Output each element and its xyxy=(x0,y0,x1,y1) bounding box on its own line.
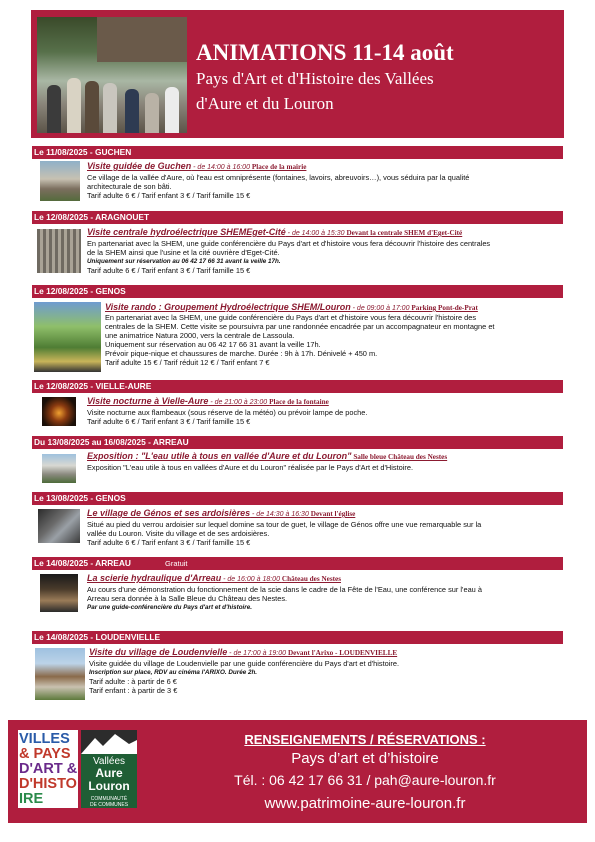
event-date-bar: Le 12/08/2025 - ARAGNOUET xyxy=(32,211,563,224)
event-photo xyxy=(42,397,76,426)
villes-pays-art-histoire-logo: VILLES & PAYS D'ART & D'HISTO IRE xyxy=(19,731,78,807)
page-title: ANIMATIONS 11-14 août xyxy=(196,40,454,65)
event-description: Visite nocturne aux flambeaux (sous réserve de la météo) ou prévoir lampe de poche. Tarif adulte 6 € / Tarif enfant 3 € / Tarif famille 15 € xyxy=(87,408,368,427)
event-date-bar: Le 14/08/2025 - ARREAU Gratuit xyxy=(32,557,563,570)
page-subtitle-line1: Pays d'Art et d'Histoire des Vallées xyxy=(196,69,434,88)
event-description: En partenariat avec la SHEM, une guide conférencière du Pays d'art et d'histoire vous fera découvrir l'histoire des centrales de la SHEM. Cette visite se poursuivra par une randonnée encadrée par un accompagnateur en montagne et une animatrice Natura 2000, vers la centrale de Lassoula. Uniquement sur réservation au 06 42 17 66 31 avant la veille 17h. Prévoir pique-nique et chaussures de marche. Durée : 9h à 17h. Dénivelé + 450 m. Tarif adulte 15 € / Tarif réduit 12 € / Tarif enfant 7 € xyxy=(105,313,495,368)
event-title: Le village de Génos et ses ardoisières - de 14:30 à 16:30 Devant l'église xyxy=(87,508,356,518)
event-description: Ce village de la vallée d'Aure, où l'eau est omniprésente (fontaines, lavoirs, abreuvoirs…), vous séduira par la qualité architecturale de son bâti. Tarif adulte 6 € / Tarif enfant 3 € / Tarif famille 15 € xyxy=(87,173,470,201)
header-photo xyxy=(37,17,187,133)
event-description: Situé au pied du verrou ardoisier sur lequel domine sa tour de guet, le village de Génos offre une vue remarquable sur la vallée du Louron. Visite du village et de ses ardoisières. Tarif adulte 6 € / Tarif enfant 3 € / Tarif famille 15 € xyxy=(87,520,482,548)
event-photo xyxy=(40,574,78,612)
footer-heading: RENSEIGNEMENTS / RÉSERVATIONS : xyxy=(244,732,486,747)
event-title: Visite centrale hydroélectrique SHEMEget-Cité - de 14:00 à 15:30 Devant la centrale SHEM d'Eget-Cité xyxy=(87,227,463,237)
event-photo xyxy=(35,648,85,700)
mountain-icon xyxy=(81,730,137,754)
event-title: Visite du village de Loudenvielle - de 17:00 à 19:00 Devant l'Arixo - LOUDENVIELLE xyxy=(89,647,398,657)
event-photo xyxy=(37,229,81,273)
aure-louron-logo: Vallées Aure Louron COMMUNAUTÉ DE COMMUNES xyxy=(81,730,137,808)
event-date-bar: Du 13/08/2025 au 16/08/2025 - ARREAU xyxy=(32,436,563,449)
event-photo xyxy=(40,161,80,201)
page-subtitle-line2: d'Aure et du Louron xyxy=(196,94,334,113)
event-date-bar: Le 13/08/2025 - GENOS xyxy=(32,492,563,505)
event-description: Visite guidée du village de Loudenvielle par une guide conférencière du Pays d'art et d'histoire. Inscription sur place, RDV au cinéma l'ARIXO. Durée 2h. Tarif adulte : à partir de 6 € Tarif enfant : à partir de 3 € xyxy=(89,659,400,696)
free-label: Gratuit xyxy=(164,559,188,568)
footer-contact[interactable]: Tél. : 06 42 17 66 31 / pah@aure-louron.fr xyxy=(234,772,496,788)
event-description: Exposition "L'eau utile à tous en vallées d'Aure et du Louron" réalisée par le Pays d'Art et d'Histoire. xyxy=(87,463,414,472)
event-description: En partenariat avec la SHEM, une guide conférencière du Pays d'art et d'histoire vous fera découvrir l'histoire des centrales de la SHEM ainsi que l'usine et la cité ouvrière d'Eget-Cité. Uniquement sur réservation au 06 42 17 66 31 avant la veille 17h. Tarif adulte 6 € / Tarif enfant 3 € / Tarif famille 15 € xyxy=(87,239,491,276)
event-photo xyxy=(42,454,76,483)
footer-org: Pays d’art et d’histoire xyxy=(291,750,439,767)
event-title: Visite guidée de Guchen - de 14:00 à 16:00 Place de la mairie xyxy=(87,161,307,171)
event-date-bar: Le 12/08/2025 - GENOS xyxy=(32,285,563,298)
event-description: Au cours d'une démonstration du fonctionnement de la scie dans le cadre de la Fête de l'Eau, une conférence sur l'eau à Arreau sera donnée à la Salle Bleue du Château des Nestes. Par une guide-conférencière du Pays d'art et d'histoire. xyxy=(87,585,482,612)
event-date-bar: Le 14/08/2025 - LOUDENVIELLE xyxy=(32,631,563,644)
event-title: Exposition : "L'eau utile à tous en vallée d'Aure et du Louron" Salle bleue Château des Nestes xyxy=(87,451,448,461)
event-title: Visite rando : Groupement Hydroélectrique SHEM/Louron - de 09:00 à 17:00 Parking Pont-de-Prat xyxy=(105,302,478,312)
event-photo xyxy=(38,509,80,543)
footer-website-link[interactable]: www.patrimoine-aure-louron.fr xyxy=(264,795,466,812)
event-date-bar: Le 12/08/2025 - VIELLE-AURE xyxy=(32,380,563,393)
event-date-bar: Le 11/08/2025 - GUCHEN xyxy=(32,146,563,159)
event-photo xyxy=(34,302,101,372)
event-title: Visite nocturne à Vielle-Aure - de 21:00 à 23:00 Place de la fontaine xyxy=(87,396,329,406)
event-title: La scierie hydraulique d'Arreau - de 16:00 à 18:00 Château des Nestes xyxy=(87,573,341,583)
